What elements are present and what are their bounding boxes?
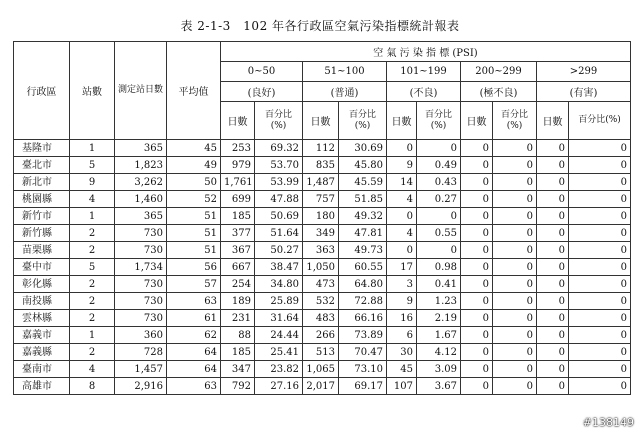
table-cell: 667 (221, 259, 255, 276)
header-level: (普通) (303, 82, 387, 102)
table-cell: 23.82 (255, 361, 303, 378)
table-cell: 730 (115, 242, 167, 259)
table-cell: 50.69 (255, 208, 303, 225)
table-cell: 0 (493, 157, 537, 174)
table-cell: 0 (569, 208, 631, 225)
table-cell: 0 (493, 293, 537, 310)
table-cell: 0 (537, 327, 569, 344)
table-cell: 0 (461, 208, 493, 225)
table-cell: 1,734 (115, 259, 167, 276)
table-cell: 0 (569, 378, 631, 395)
table-cell: 0 (493, 225, 537, 242)
table-cell: 1.23 (417, 293, 461, 310)
header-days: 日數 (461, 102, 493, 140)
table-cell: 1.67 (417, 327, 461, 344)
table-cell: 3.09 (417, 361, 461, 378)
table-cell: 1,457 (115, 361, 167, 378)
table-cell: 1,050 (303, 259, 339, 276)
table-cell: 377 (221, 225, 255, 242)
table-cell: 349 (303, 225, 339, 242)
table-cell: 0 (461, 140, 493, 157)
district-cell: 基隆市 (14, 140, 70, 157)
district-cell: 高雄市 (14, 378, 70, 395)
header-range: 0~50 (221, 62, 303, 82)
table-cell: 0 (537, 310, 569, 327)
table-cell: 0 (537, 157, 569, 174)
table-cell: 1,065 (303, 361, 339, 378)
district-cell: 新竹市 (14, 208, 70, 225)
table-cell: 2,017 (303, 378, 339, 395)
table-cell: 189 (221, 293, 255, 310)
table-cell: 0 (569, 174, 631, 191)
table-cell: 363 (303, 242, 339, 259)
header-percent: 百分比(%) (417, 102, 461, 140)
table-cell: 9 (387, 157, 417, 174)
table-row (14, 140, 631, 157)
district-cell: 桃園縣 (14, 191, 70, 208)
table-cell: 2 (70, 225, 115, 242)
table-cell: 16 (387, 310, 417, 327)
table-cell: 66.16 (339, 310, 387, 327)
table-cell: 0 (493, 174, 537, 191)
table-cell: 231 (221, 310, 255, 327)
table-cell: 0 (537, 293, 569, 310)
table-cell: 1,487 (303, 174, 339, 191)
district-cell: 嘉義市 (14, 327, 70, 344)
table-row (14, 276, 631, 293)
table-cell: 360 (115, 327, 167, 344)
table-cell: 792 (221, 378, 255, 395)
table-cell: 0 (417, 208, 461, 225)
table-cell: 0 (569, 293, 631, 310)
table-cell: 0 (461, 242, 493, 259)
district-cell: 臺南市 (14, 361, 70, 378)
table-cell: 73.10 (339, 361, 387, 378)
table-cell: 57 (167, 276, 221, 293)
table-cell: 64.80 (339, 276, 387, 293)
table-cell: 31.64 (255, 310, 303, 327)
table-row (14, 361, 631, 378)
table-cell: 532 (303, 293, 339, 310)
table-cell: 0 (493, 140, 537, 157)
table-cell: 38.47 (255, 259, 303, 276)
table-row (14, 378, 631, 395)
table-cell: 0 (461, 225, 493, 242)
table-title: 表 2-1-3 102 年各行政區空氣污染指標統計報表 (180, 19, 460, 33)
header-stations: 站數 (70, 42, 115, 140)
table-cell: 69.32 (255, 140, 303, 157)
table-cell: 0 (537, 259, 569, 276)
table-cell: 49 (167, 157, 221, 174)
table-cell: 30.69 (339, 140, 387, 157)
table-cell: 0 (493, 242, 537, 259)
table-cell: 0 (569, 259, 631, 276)
table-cell: 51 (167, 242, 221, 259)
table-cell: 0.98 (417, 259, 461, 276)
header-measured-days: 測定站日數 (115, 42, 167, 140)
table-cell: 483 (303, 310, 339, 327)
table-cell: 0 (493, 378, 537, 395)
table-cell: 0 (387, 242, 417, 259)
table-cell: 180 (303, 208, 339, 225)
table-cell: 0 (537, 208, 569, 225)
header-percent: 百分比(%) (493, 102, 537, 140)
table-cell: 0.55 (417, 225, 461, 242)
table-cell: 0 (537, 344, 569, 361)
header-days: 日數 (303, 102, 339, 140)
district-cell: 雲林縣 (14, 310, 70, 327)
table-cell: 2 (70, 293, 115, 310)
table-cell: 70.47 (339, 344, 387, 361)
table-cell: 730 (115, 276, 167, 293)
table-cell: 185 (221, 208, 255, 225)
district-cell: 彰化縣 (14, 276, 70, 293)
table-cell: 2,916 (115, 378, 167, 395)
table-cell: 0 (537, 225, 569, 242)
table-cell: 0 (537, 140, 569, 157)
header-percent: 百分比(%) (339, 102, 387, 140)
district-cell: 嘉義縣 (14, 344, 70, 361)
table-cell: 0 (461, 293, 493, 310)
table-cell: 45 (167, 140, 221, 157)
table-cell: 1,761 (221, 174, 255, 191)
table-cell: 51.64 (255, 225, 303, 242)
table-cell: 365 (115, 140, 167, 157)
table-cell: 53.99 (255, 174, 303, 191)
table-cell: 60.55 (339, 259, 387, 276)
table-cell: 1 (70, 208, 115, 225)
table-cell: 25.89 (255, 293, 303, 310)
table-cell: 64 (167, 361, 221, 378)
table-cell: 50.27 (255, 242, 303, 259)
table-cell: 4.12 (417, 344, 461, 361)
table-cell: 63 (167, 378, 221, 395)
district-cell: 南投縣 (14, 293, 70, 310)
table-cell: 49.32 (339, 208, 387, 225)
table-cell: 88 (221, 327, 255, 344)
header-days: 日數 (387, 102, 417, 140)
table-row (14, 327, 631, 344)
table-cell: 730 (115, 225, 167, 242)
table-cell: 5 (70, 259, 115, 276)
table-cell: 0 (461, 259, 493, 276)
table-cell: 0 (493, 327, 537, 344)
table-cell: 0 (493, 191, 537, 208)
table-cell: 253 (221, 140, 255, 157)
table-cell: 5 (70, 157, 115, 174)
header-range: 51~100 (303, 62, 387, 82)
table-cell: 0 (493, 259, 537, 276)
table-cell: 473 (303, 276, 339, 293)
table-cell: 0.41 (417, 276, 461, 293)
table-row (14, 208, 631, 225)
table-row (14, 293, 631, 310)
watermark: #138149 (582, 416, 634, 429)
header-district: 行政區 (14, 42, 70, 140)
header-range: 200~299 (461, 62, 537, 82)
table-cell: 2 (70, 242, 115, 259)
table-cell: 0 (461, 276, 493, 293)
header-level: (良好) (221, 82, 303, 102)
table-cell: 0.43 (417, 174, 461, 191)
table-cell: 4 (387, 225, 417, 242)
table-row (14, 242, 631, 259)
header-range: 101~199 (387, 62, 461, 82)
district-cell: 臺北市 (14, 157, 70, 174)
table-cell: 72.88 (339, 293, 387, 310)
header-percent: 百分比(%) (569, 102, 631, 140)
table-cell: 0 (461, 378, 493, 395)
table-cell: 0 (537, 276, 569, 293)
table-cell: 0 (387, 140, 417, 157)
header-days: 日數 (537, 102, 569, 140)
table-cell: 347 (221, 361, 255, 378)
table-cell: 52 (167, 191, 221, 208)
table-cell: 0 (461, 327, 493, 344)
district-cell: 臺中市 (14, 259, 70, 276)
table-cell: 24.44 (255, 327, 303, 344)
table-cell: 4 (387, 191, 417, 208)
table-cell: 0.27 (417, 191, 461, 208)
table-cell: 0 (537, 361, 569, 378)
table-cell: 0 (537, 242, 569, 259)
table-cell: 0 (493, 361, 537, 378)
table-cell: 47.88 (255, 191, 303, 208)
table-cell: 50 (167, 174, 221, 191)
table-cell: 112 (303, 140, 339, 157)
table-cell: 0 (569, 140, 631, 157)
table-cell: 0 (417, 242, 461, 259)
table-cell: 51.85 (339, 191, 387, 208)
table-cell: 730 (115, 293, 167, 310)
header-range: >299 (537, 62, 631, 82)
table-cell: 0 (537, 378, 569, 395)
table-cell: 0 (461, 310, 493, 327)
table-cell: 1,460 (115, 191, 167, 208)
table-cell: 0 (569, 242, 631, 259)
table-cell: 835 (303, 157, 339, 174)
table-row (14, 344, 631, 361)
table-cell: 2 (70, 276, 115, 293)
table-cell: 0 (569, 225, 631, 242)
table-cell: 2 (70, 344, 115, 361)
table-cell: 0 (493, 344, 537, 361)
table-cell: 0 (569, 361, 631, 378)
table-cell: 0 (569, 191, 631, 208)
table-cell: 513 (303, 344, 339, 361)
table-cell: 27.16 (255, 378, 303, 395)
table-cell: 266 (303, 327, 339, 344)
table-row (14, 157, 631, 174)
table-cell: 69.17 (339, 378, 387, 395)
table-cell: 0 (537, 191, 569, 208)
table-cell: 0 (493, 276, 537, 293)
table-cell: 730 (115, 310, 167, 327)
table-cell: 0 (493, 208, 537, 225)
table-cell: 0 (417, 140, 461, 157)
table-cell: 4 (70, 191, 115, 208)
table-cell: 73.89 (339, 327, 387, 344)
table-row (14, 174, 631, 191)
header-average: 平均值 (167, 42, 221, 140)
table-cell: 107 (387, 378, 417, 395)
table-cell: 3 (387, 276, 417, 293)
table-cell: 254 (221, 276, 255, 293)
table-cell: 49.73 (339, 242, 387, 259)
table-cell: 47.81 (339, 225, 387, 242)
table-cell: 2.19 (417, 310, 461, 327)
table-cell: 6 (387, 327, 417, 344)
table-cell: 0 (569, 276, 631, 293)
table-cell: 699 (221, 191, 255, 208)
table-cell: 0 (569, 157, 631, 174)
header-level: (有害) (537, 82, 631, 102)
table-cell: 757 (303, 191, 339, 208)
table-cell: 45.59 (339, 174, 387, 191)
table-cell: 4 (70, 361, 115, 378)
table-cell: 9 (70, 174, 115, 191)
table-cell: 61 (167, 310, 221, 327)
header-level: (極不良) (461, 82, 537, 102)
district-cell: 新北市 (14, 174, 70, 191)
table-cell: 3.67 (417, 378, 461, 395)
table-cell: 64 (167, 344, 221, 361)
table-cell: 0 (461, 344, 493, 361)
table-cell: 1,823 (115, 157, 167, 174)
header-days: 日數 (221, 102, 255, 140)
table-cell: 0 (537, 174, 569, 191)
header-psi-group: 空 氣 污 染 指 標 (PSI) (221, 42, 631, 62)
table-cell: 0 (461, 361, 493, 378)
district-cell: 新竹縣 (14, 225, 70, 242)
table-cell: 8 (70, 378, 115, 395)
table-cell: 0 (493, 310, 537, 327)
table-cell: 0 (569, 327, 631, 344)
table-row (14, 259, 631, 276)
table-cell: 0 (461, 157, 493, 174)
table-cell: 185 (221, 344, 255, 361)
table-cell: 0 (569, 310, 631, 327)
table-row (14, 225, 631, 242)
header-percent: 百分比(%) (255, 102, 303, 140)
district-cell: 苗栗縣 (14, 242, 70, 259)
table-cell: 45.80 (339, 157, 387, 174)
table-cell: 365 (115, 208, 167, 225)
table-cell: 0 (387, 208, 417, 225)
table-cell: 3,262 (115, 174, 167, 191)
table-cell: 0 (461, 174, 493, 191)
table-cell: 51 (167, 225, 221, 242)
header-level: (不良) (387, 82, 461, 102)
table-cell: 1 (70, 327, 115, 344)
table-cell: 9 (387, 293, 417, 310)
table-row (14, 191, 631, 208)
table-cell: 17 (387, 259, 417, 276)
table-cell: 1 (70, 140, 115, 157)
table-cell: 14 (387, 174, 417, 191)
table-cell: 53.70 (255, 157, 303, 174)
table-cell: 0 (569, 344, 631, 361)
table-cell: 30 (387, 344, 417, 361)
table-cell: 56 (167, 259, 221, 276)
table-cell: 728 (115, 344, 167, 361)
table-cell: 0.49 (417, 157, 461, 174)
table-cell: 0 (461, 191, 493, 208)
table-cell: 979 (221, 157, 255, 174)
table-cell: 45 (387, 361, 417, 378)
psi-statistics-table (13, 41, 631, 395)
table-cell: 367 (221, 242, 255, 259)
table-cell: 63 (167, 293, 221, 310)
table-cell: 2 (70, 310, 115, 327)
table-cell: 25.41 (255, 344, 303, 361)
table-cell: 51 (167, 208, 221, 225)
table-cell: 34.80 (255, 276, 303, 293)
table-cell: 62 (167, 327, 221, 344)
table-row (14, 310, 631, 327)
